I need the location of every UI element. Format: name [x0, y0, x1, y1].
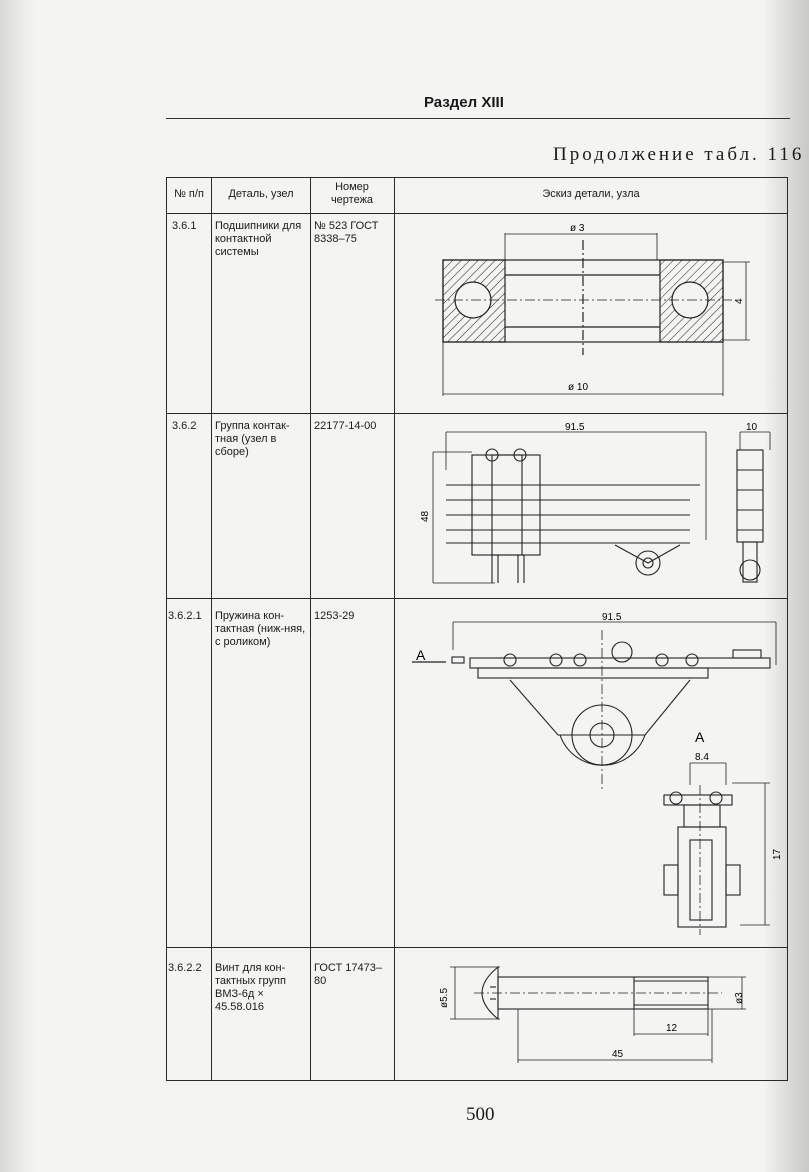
row-number: 3.6.1 [172, 220, 197, 232]
dimension-label: ø3 [734, 992, 745, 1004]
dimension-label: 45 [612, 1049, 624, 1060]
contact-spring-sketch [412, 622, 776, 935]
table-caption: Продолжение табл. 116 [553, 144, 805, 165]
row-part-name: Группа контак-тная (узел в сборе) [215, 420, 290, 458]
dimension-label: 4 [734, 298, 745, 304]
dimension-label: 17 [772, 848, 783, 860]
dimension-label: ø 10 [568, 382, 589, 393]
dimension-label: ø 3 [570, 223, 585, 234]
section-title: Раздел XIII [424, 94, 504, 111]
view-title: A [695, 729, 705, 745]
screw-sketch [450, 967, 746, 1063]
row-part-name: Подшипники для контактной системы [215, 220, 302, 258]
column-header-sketch: Эскиз детали, узла [542, 188, 640, 200]
dimension-label: 91.5 [602, 612, 622, 623]
bearing-sketch [435, 233, 750, 396]
dimension-label: 48 [420, 510, 431, 522]
row-part-name: Пружина кон-тактная (ниж-няя, с роликом) [215, 610, 306, 648]
contact-group-sketch [433, 432, 770, 583]
dimension-label: 8.4 [695, 752, 709, 763]
row-drawing-number: ГОСТ 17473–80 [314, 962, 382, 987]
dimension-label: 12 [666, 1023, 678, 1034]
row-part-name: Винт для кон-тактных групп ВМЗ-6д × 45.58.016 [215, 962, 286, 1013]
row-number: 3.6.2.2 [168, 962, 202, 974]
dimension-label: 91.5 [565, 422, 585, 433]
row-drawing-number: 22177-14-00 [314, 420, 377, 432]
dimension-label: 10 [746, 422, 758, 433]
row-number: 3.6.2 [172, 420, 197, 432]
column-header-part: Деталь, узел [228, 188, 294, 200]
column-header-drawing: Номер чертежа [330, 181, 374, 206]
column-header-number: № п/п [174, 188, 204, 200]
dimension-label: ø5.5 [439, 987, 450, 1008]
row-drawing-number: № 523 ГОСТ 8338–75 [314, 220, 379, 245]
row-number: 3.6.2.1 [168, 610, 202, 622]
page-number: 500 [466, 1104, 495, 1125]
row-drawing-number: 1253-29 [314, 610, 355, 622]
view-marker: A [416, 647, 426, 663]
